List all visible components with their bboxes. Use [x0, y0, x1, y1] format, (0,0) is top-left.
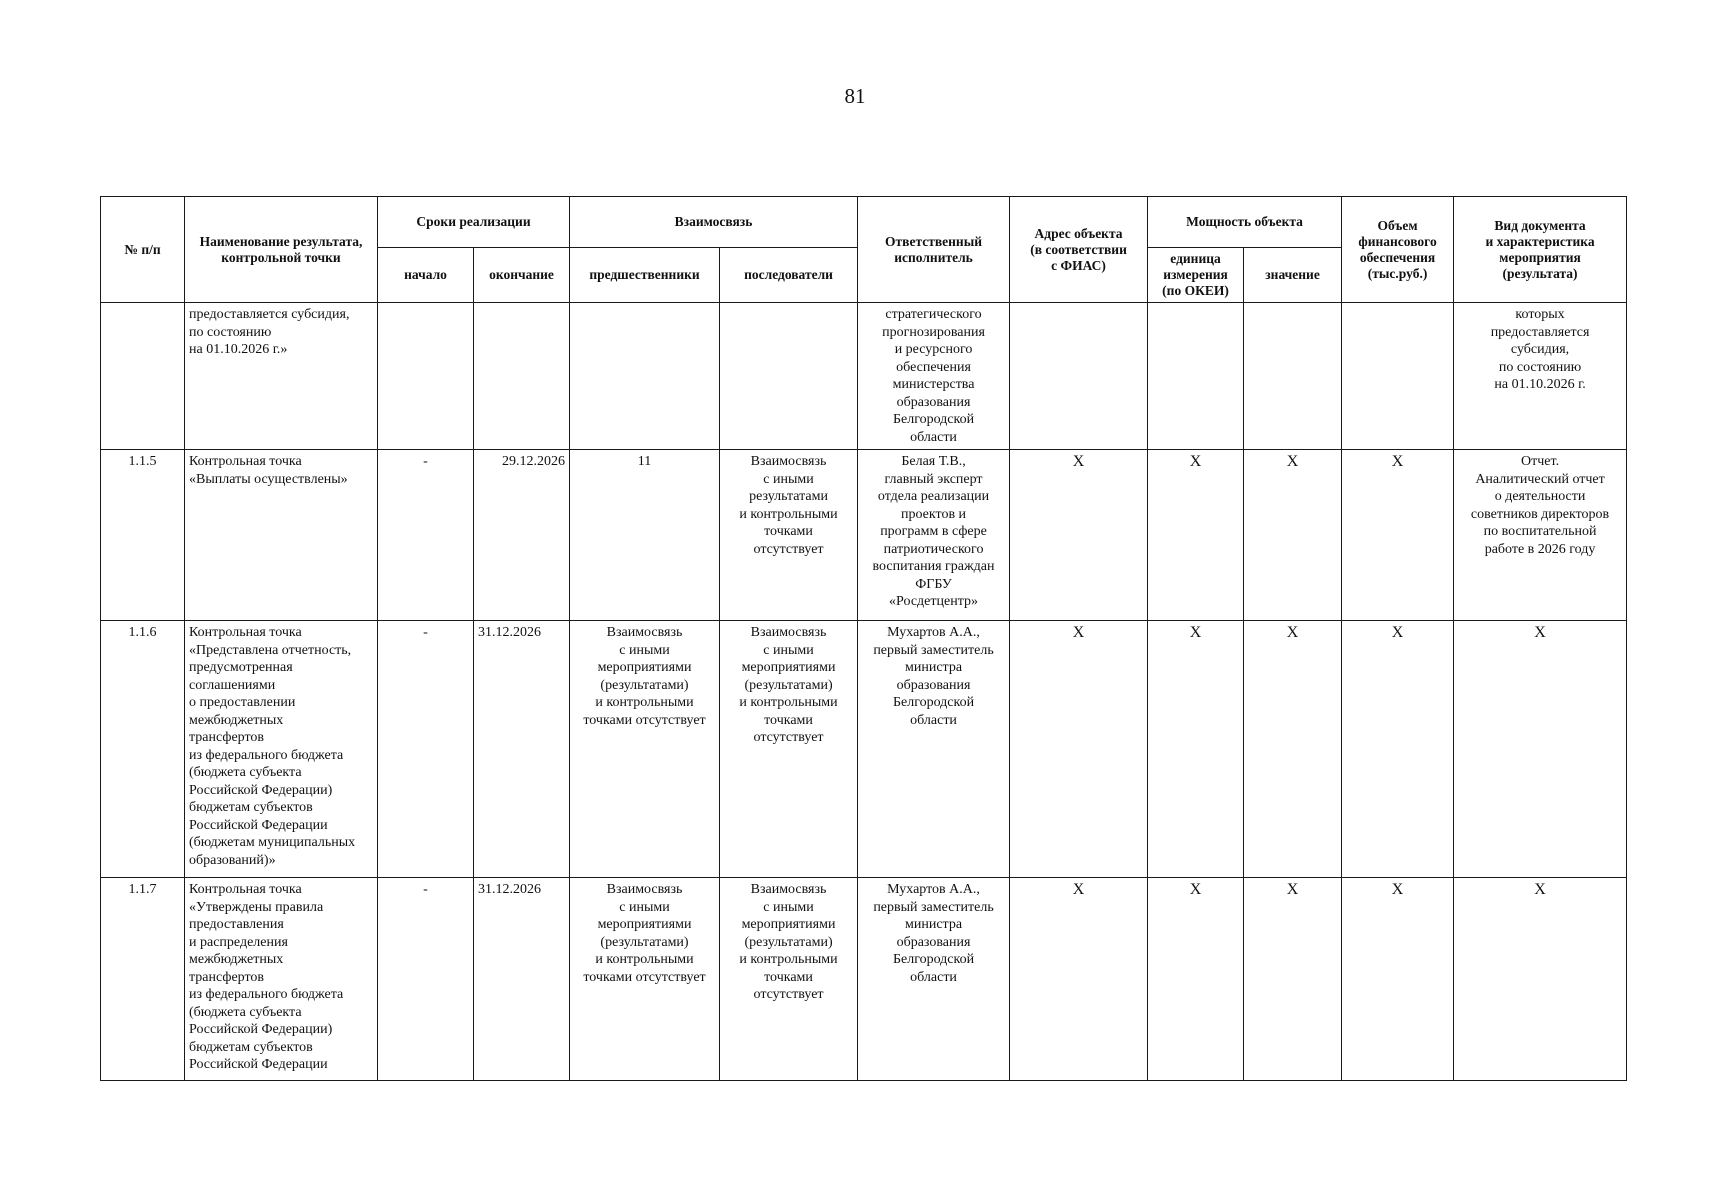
header-unit: единица измерения (по ОКЕИ) — [1148, 248, 1244, 303]
header-predecessors: предшественники — [570, 248, 720, 303]
cell-value — [1244, 303, 1342, 450]
cell-end: 29.12.2026 — [474, 450, 570, 621]
header-end: окончание — [474, 248, 570, 303]
cell-name: Контрольная точка «Представлена отчетность, предусмотренная соглашениями о предоставлении межбюджетных трансфертов из федерального бюджета (бюджета субъекта Российской Федерации) бюджетам субъектов Российской Федерации (бюджетам муниципальных образований)» — [185, 621, 378, 878]
header-value: значение — [1244, 248, 1342, 303]
table-row — [101, 621, 1627, 878]
cell-successors — [720, 303, 858, 450]
header-name: Наименование результата, контрольной точки — [185, 197, 378, 303]
cell-successors: Взаимосвязь с иными мероприятиями (результатами) и контрольными точками отсутствует — [720, 878, 858, 1081]
header-doc: Вид документа и характеристика мероприятия (результата) — [1454, 197, 1627, 303]
cell-doc: X — [1454, 621, 1627, 878]
cell-finance: X — [1342, 621, 1454, 878]
cell-address: X — [1010, 878, 1148, 1081]
cell-responsible: Мухартов А.А., первый заместитель министра образования Белгородской области — [858, 621, 1010, 878]
header-terms: Сроки реализации — [378, 197, 570, 248]
results-table — [100, 196, 1627, 1081]
cell-value: X — [1244, 621, 1342, 878]
header-row-top — [101, 197, 1627, 248]
header-successors: последователи — [720, 248, 858, 303]
cell-num: 1.1.6 — [101, 621, 185, 878]
cell-finance: X — [1342, 878, 1454, 1081]
cell-doc: X — [1454, 878, 1627, 1081]
cell-end: 31.12.2026 — [474, 878, 570, 1081]
cell-responsible: стратегического прогнозирования и ресурсного обеспечения министерства образования Белгородской области — [858, 303, 1010, 450]
cell-address — [1010, 303, 1148, 450]
cell-num: 1.1.5 — [101, 450, 185, 621]
cell-start: - — [378, 450, 474, 621]
cell-finance: X — [1342, 450, 1454, 621]
cell-name: Контрольная точка «Выплаты осуществлены» — [185, 450, 378, 621]
cell-doc: которых предоставляется субсидия, по состоянию на 01.10.2026 г. — [1454, 303, 1627, 450]
cell-num — [101, 303, 185, 450]
header-finance: Объем финансового обеспечения (тыс.руб.) — [1342, 197, 1454, 303]
header-relation: Взаимосвязь — [570, 197, 858, 248]
cell-responsible: Белая Т.В., главный эксперт отдела реализации проектов и программ в сфере патриотического воспитания граждан ФГБУ «Росдетцентр» — [858, 450, 1010, 621]
cell-unit: X — [1148, 878, 1244, 1081]
cell-doc: Отчет. Аналитический отчет о деятельности советников директоров по воспитательной работе в 2026 году — [1454, 450, 1627, 621]
header-num: № п/п — [101, 197, 185, 303]
cell-address: X — [1010, 450, 1148, 621]
header-responsible: Ответственный исполнитель — [858, 197, 1010, 303]
cell-start — [378, 303, 474, 450]
cell-predecessors: 11 — [570, 450, 720, 621]
page-number: 81 — [844, 84, 866, 108]
cell-name: предоставляется субсидия, по состоянию на 01.10.2026 г.» — [185, 303, 378, 450]
cell-end: 31.12.2026 — [474, 621, 570, 878]
cell-value: X — [1244, 878, 1342, 1081]
cell-successors: Взаимосвязь с иными мероприятиями (результатами) и контрольными точками отсутствует — [720, 621, 858, 878]
cell-end — [474, 303, 570, 450]
cell-predecessors: Взаимосвязь с иными мероприятиями (результатами) и контрольными точками отсутствует — [570, 621, 720, 878]
table-row — [101, 878, 1627, 1081]
cell-predecessors — [570, 303, 720, 450]
cell-responsible: Мухартов А.А., первый заместитель министра образования Белгородской области — [858, 878, 1010, 1081]
cell-address: X — [1010, 621, 1148, 878]
cell-value: X — [1244, 450, 1342, 621]
table-row — [101, 450, 1627, 621]
cell-unit — [1148, 303, 1244, 450]
header-start: начало — [378, 248, 474, 303]
cell-successors: Взаимосвязь с иными результатами и контрольными точками отсутствует — [720, 450, 858, 621]
cell-start: - — [378, 878, 474, 1081]
cell-num: 1.1.7 — [101, 878, 185, 1081]
cell-predecessors: Взаимосвязь с иными мероприятиями (результатами) и контрольными точками отсутствует — [570, 878, 720, 1081]
cell-name: Контрольная точка «Утверждены правила предоставления и распределения межбюджетных трансфертов из федерального бюджета (бюджета субъекта Российской Федерации) бюджетам субъектов Российской Федерации — [185, 878, 378, 1081]
table-row — [101, 303, 1627, 450]
cell-unit: X — [1148, 450, 1244, 621]
header-capacity: Мощность объекта — [1148, 197, 1342, 248]
cell-finance — [1342, 303, 1454, 450]
header-address: Адрес объекта (в соответствии с ФИАС) — [1010, 197, 1148, 303]
cell-unit: X — [1148, 621, 1244, 878]
cell-start: - — [378, 621, 474, 878]
